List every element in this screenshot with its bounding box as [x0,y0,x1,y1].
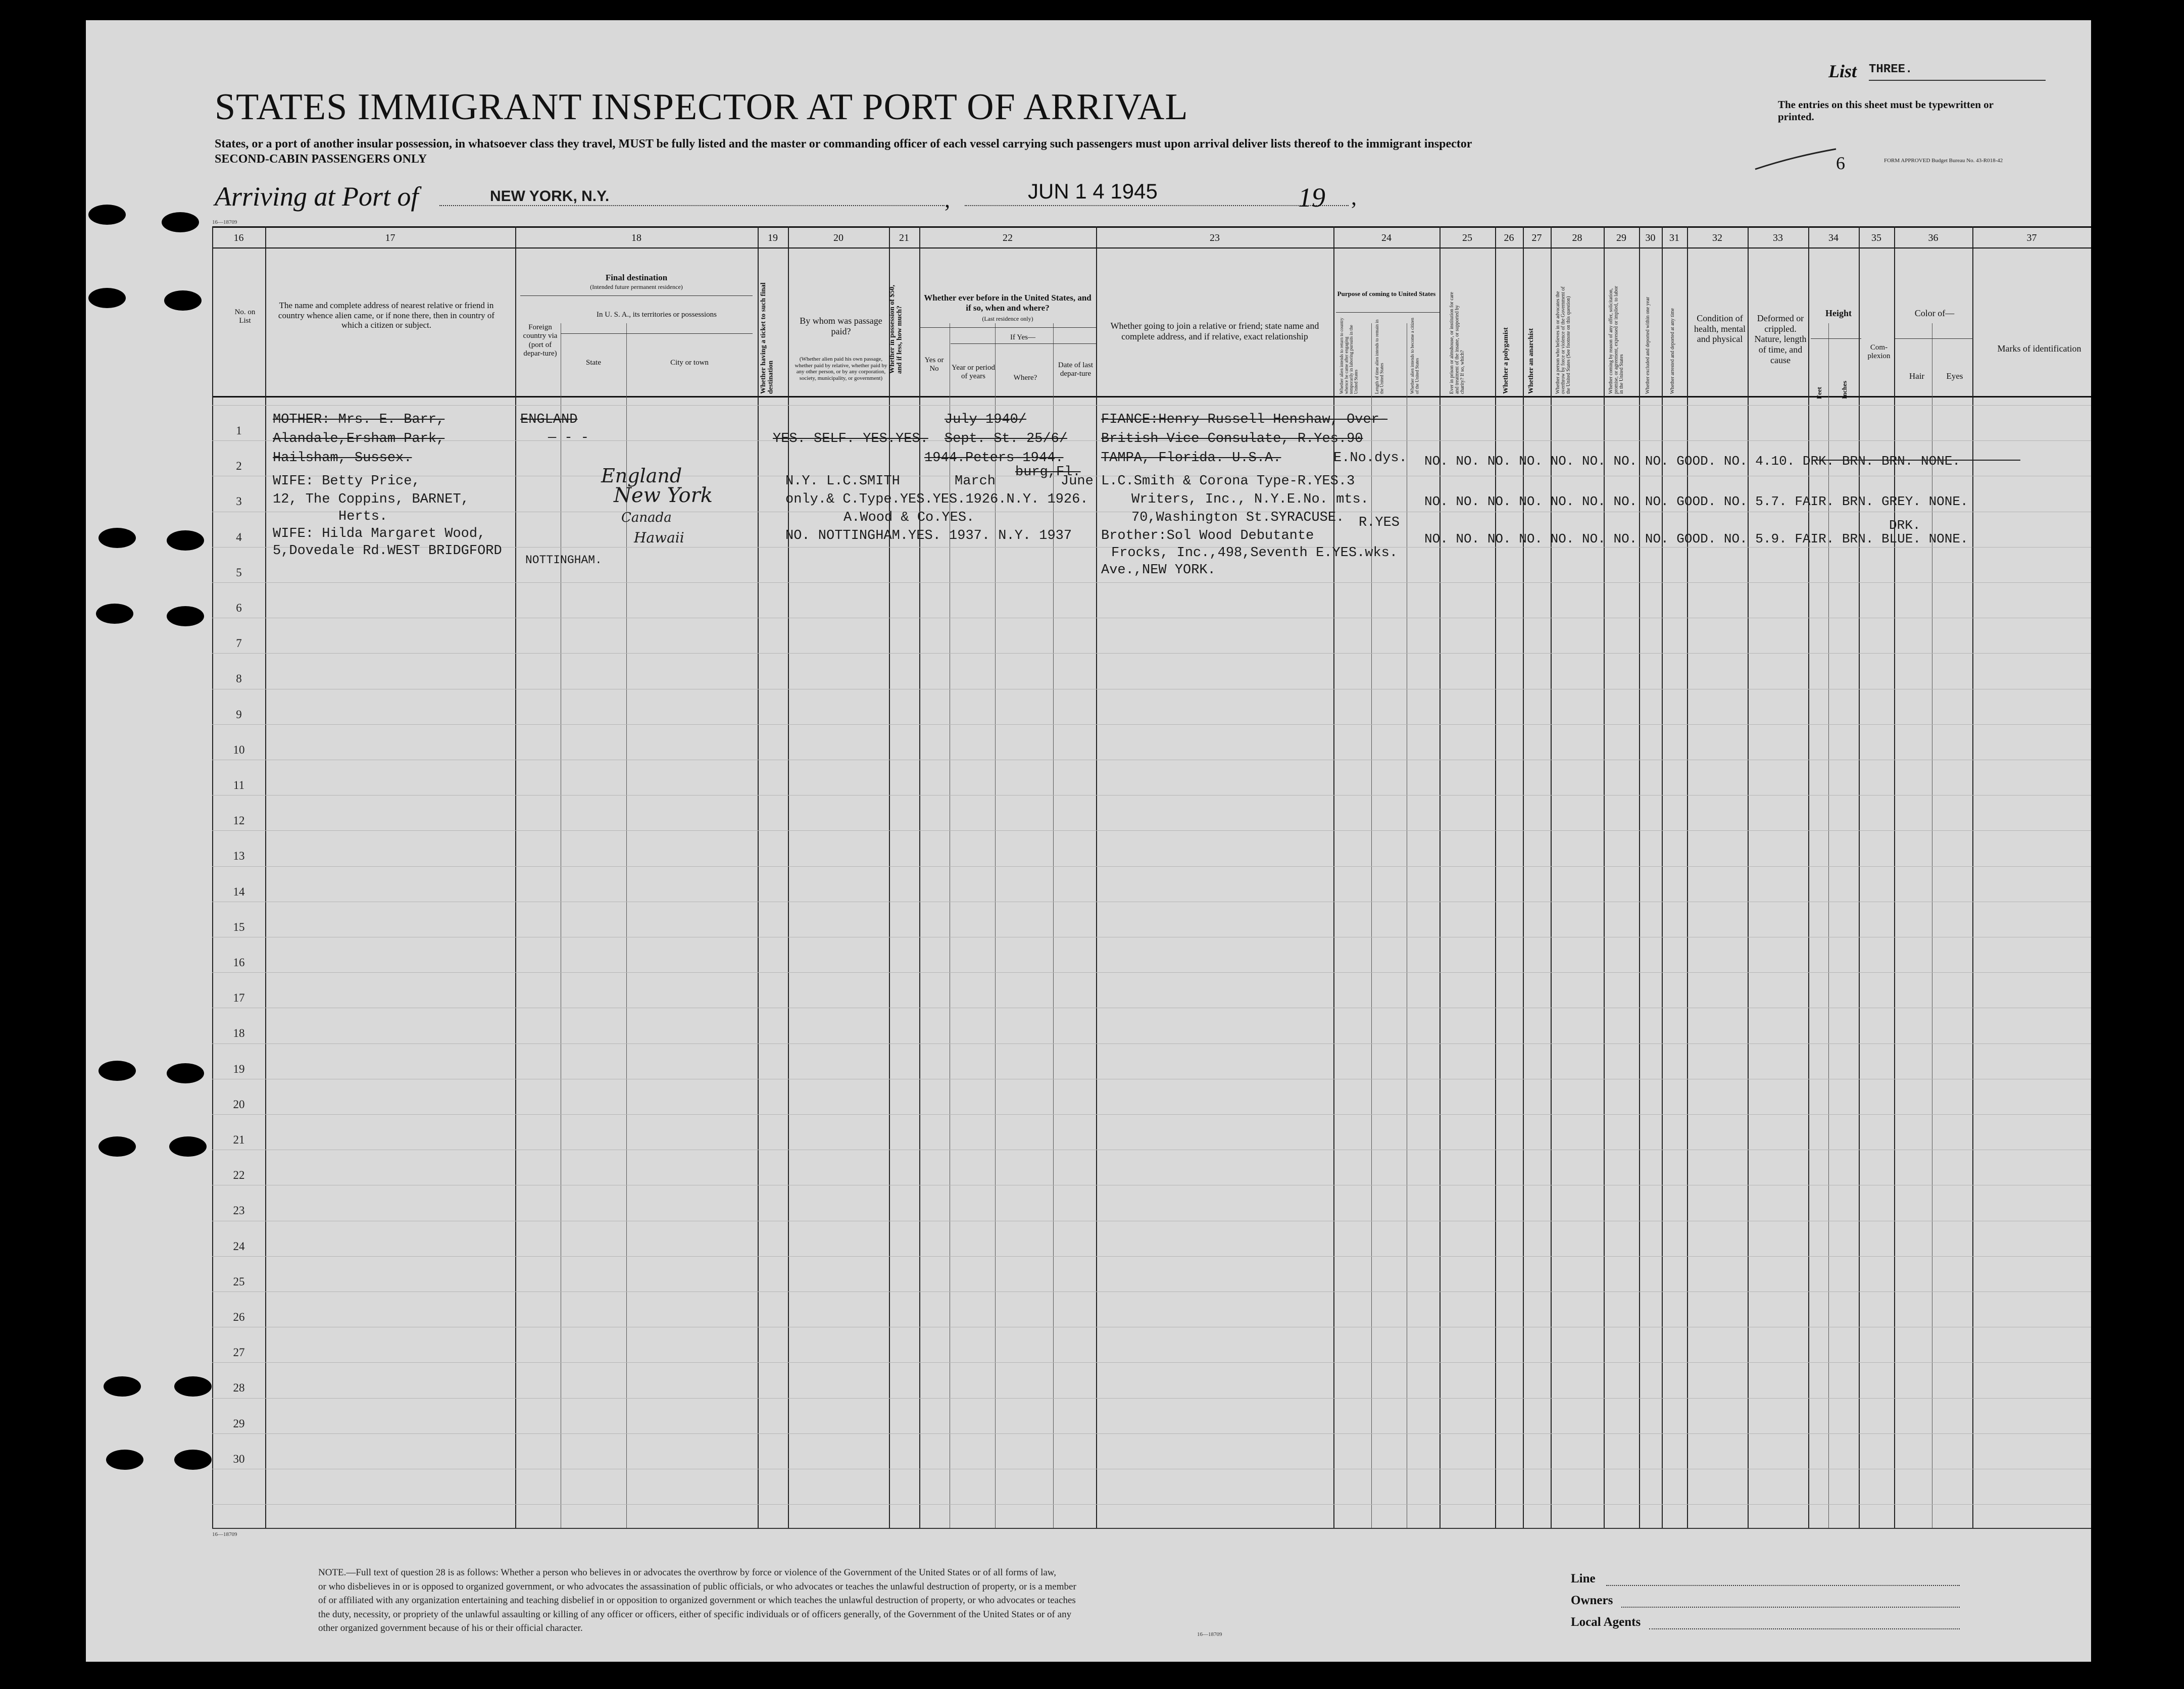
header-col18-state: State [586,359,601,367]
col22-divider [919,327,1096,328]
row-line [212,1291,2091,1292]
list-underline [1869,80,2046,81]
header-col37: Marks of identification [1997,343,2081,354]
footnote-line5: other organized government because of his or their official character. [318,1623,583,1634]
arriving-label: Arriving at Port of [215,181,419,212]
date-line [965,205,1349,206]
punch-hole-icon [167,530,204,551]
row-number: 29 [233,1417,245,1430]
cabin-class: SECOND-CABIN PASSENGERS ONLY [215,153,427,166]
struck-relative-line1: MOTHER: Mrs. E. Barr, [273,412,445,427]
sheet-number: 6 [1836,153,1845,173]
column-divider [889,226,890,1528]
header-col22-title: Whether ever before in the United States, and if so, when and where? [924,293,1091,313]
comma: , [945,187,950,212]
list-label: List [1828,61,1857,81]
row3-relative-line3: NOTTINGHAM. [525,554,602,567]
column-divider [212,226,213,1528]
struck-destination-dashes: — - - [548,430,589,445]
row-number: 4 [236,530,242,543]
row3-answers: NO. NO. NO. NO. NO. NO. NO. NO. GOOD. NO. 5.9. FAIR. BRN. BLUE. NONE. [1424,531,1968,547]
row-number: 2 [236,460,242,473]
col34-divider [1811,338,1861,339]
row3-drk: DRK. [1889,518,1921,533]
struck-previous-1: July 1940/ [945,412,1027,427]
punch-hole-icon [174,1376,212,1397]
header-col22-where: Where? [1013,374,1037,382]
row-line [212,653,2091,654]
header-col18-title: Final destination [605,273,668,282]
footnote-line1: NOTE.—Full text of question 28 is as follows: Whether a person who believes in or advocates the overthrow by force or violence of the Government of the United States or of all forms of law, [318,1567,1057,1578]
column-number: 32 [1712,232,1722,243]
punch-hole-icon [88,205,126,225]
punch-hole-icon [98,1136,136,1157]
column-divider [1808,226,1809,1528]
row2-march: March [955,474,996,489]
row-number: 14 [233,885,245,898]
form-code-top: 16—18709 [212,219,237,225]
column-divider [1523,226,1524,1528]
header-bottom-border [212,396,2091,398]
header-col22-period: Year or period of years [952,364,995,381]
column-divider [1096,226,1097,1528]
local-agents-label: Local Agents [1571,1615,1641,1629]
form-code-footer: 16—18709 [1197,1631,1222,1637]
column-number: 18 [631,232,641,243]
pen-mark-icon [1753,146,1839,172]
row3-relative-line2: 5,Dovedale Rd.WEST BRIDGFORD [273,543,502,559]
row-number: 12 [233,814,245,827]
colnum-border [212,247,2091,249]
row-line [212,866,2091,867]
row-number: 5 [236,566,242,579]
row3-relative-line1: WIFE: Hilda Margaret Wood, [273,526,486,541]
header-col35: Com-plexion [1867,343,1891,361]
header-col24-title: Purpose of coming to United States [1337,290,1436,297]
port-value: NEW YORK, N.Y. [490,188,610,205]
column-divider [1495,226,1496,1528]
row-number: 25 [233,1275,245,1288]
row-number: 30 [233,1452,245,1465]
row-number: 18 [233,1027,245,1040]
column-number: 27 [1531,232,1542,243]
column-number: 33 [1773,232,1783,243]
punch-hole-icon [169,1136,207,1157]
row-line [212,1398,2091,1399]
column-number: 31 [1669,232,1679,243]
header-col29: Whether coming by reason of any offer, solicitation, promise, or agreement, expressed or implied, to labor in the United States [1608,286,1624,394]
handwritten-dest-1: England [601,465,682,487]
header-col20-title: By whom was passage paid? [800,316,882,336]
row-line [212,1114,2091,1115]
col18-sub-divider [561,333,753,334]
line-field [1606,1585,1960,1586]
header-col20-sub: (Whether alien paid his own passage, whether paid by relative, whether paid by any other person, or by any corporation, society, municipality, or government) [795,356,887,381]
list-value: THREE. [1869,63,1913,76]
column-divider [1639,226,1640,1528]
col36-divider [1895,338,1973,339]
struck-relative-line2: Alandale,Ersham Park, [273,431,445,446]
handwritten-dest-4: Hawaii [634,529,684,546]
column-number: 35 [1871,232,1881,243]
column-number: 26 [1504,232,1514,243]
row-number: 13 [233,850,245,863]
column-number: 34 [1828,232,1839,243]
header-col30: Whether excluded and deported within one year [1645,296,1651,394]
footnote-line4: the duty, necessity, or propriety of the unlawful assaulting or killing of any officer or officers, either of specific individuals or of officers generally, of the Government of the United States or of any [318,1609,1072,1620]
punch-hole-icon [88,288,126,308]
struck-join-line2: British Vice Consulate, R.Yes.90 [1101,431,1363,446]
struck-previous-2: Sept. St. 25/6/ [945,431,1068,446]
row-number: 26 [233,1311,245,1323]
struck-previous-3: 1944.Peters-1944. [924,451,1064,466]
form-approved: FORM APPROVED Budget Bureau No. 43-R018-42 [1884,158,2003,164]
row2-destination: N.Y. L.C.SMITH [785,474,900,489]
handwritten-dest-3: Canada [621,510,672,525]
row-line [212,1504,2091,1505]
column-number: 16 [233,232,244,243]
header-col27: Whether an anarchist [1527,328,1535,394]
row-line [212,724,2091,725]
struck-previous-4: burg,Fl. [1015,465,1081,480]
struck-join-line3: TAMPA, Florida. U.S.A. [1101,451,1281,466]
header-col17: The name and complete address of nearest relative or friend in country whence alien came, or if none there, then in country of which a citizen or subject. [278,301,495,330]
header-col19: Whether having a ticket to such final destination [760,282,775,394]
column-divider [1972,226,1973,1528]
header-col26: Whether a polygamist [1502,327,1510,394]
row2-passage: only.& C.Type.YES.YES.1926.N.Y. 1926. [785,492,1088,507]
header-col34-inches: Inches [1841,380,1848,399]
row-number: 9 [236,708,242,721]
column-number: 23 [1210,232,1220,243]
column-divider [1748,226,1749,1528]
row-line [212,972,2091,973]
row-number: 27 [233,1346,245,1359]
column-number: 25 [1462,232,1472,243]
row3-join-line0: 70,Washington St.SYRACUSE. [1131,510,1345,525]
punch-hole-icon [106,1450,143,1470]
header-col24-b: Length of time alien intends to remain in the United States [1374,319,1384,394]
column-divider [1604,226,1605,1528]
table-bottom-border [212,1528,2091,1529]
header-col24-a: Whether alien intends to return to country whence he came after engaging temporarily in laboring pursuits in the United States [1339,318,1359,394]
owners-field [1621,1607,1960,1608]
header-col34-feet: Feet [1815,387,1823,399]
row-number: 22 [233,1169,245,1182]
row2-answers: NO. NO. NO. NO. NO. NO. NO. NO. GOOD. NO. 5.7. FAIR. BRN. GREY. NONE. [1424,494,1968,509]
header-col22-yesno: Yes or No [924,356,944,373]
header-col36-eyes: Eyes [1946,371,1963,381]
header-col28: Whether a person who believes in or advocates the overthrow by force or violence of the Government of the United States (See footnote on this question) [1555,286,1571,394]
row-line [212,1256,2091,1257]
page-subtitle: States, or a port of another insular possession, in whatsoever class they travel, MUST be fully listed and the master or commanding officer of each vessel carrying such passengers must upon arrival deliver lists thereof to the immigrant inspector [215,137,1472,151]
col18-divider [520,295,753,296]
row-number: 1 [236,424,242,437]
punch-hole-icon [162,212,199,232]
row2-june: June [1061,474,1094,489]
row3-passage-top: A.Wood & Co.YES. [843,510,975,525]
struck-destination: ENGLAND [520,412,578,427]
column-number: 30 [1645,232,1656,243]
manifest-sheet [86,20,2091,1662]
column-number: 21 [899,232,909,243]
struck-relative-line3: Hailsham, Sussex. [273,451,412,466]
column-number: 29 [1616,232,1626,243]
header-col24-c: Whether alien intends to become a citizen of the United States [1410,318,1420,394]
row-number: 10 [233,743,245,756]
column-divider [1687,226,1688,1528]
row3-join-line1: Brother:Sol Wood Debutante [1101,528,1314,543]
header-col18-sub: (Intended future permanent residence) [590,283,683,290]
header-col36-hair: Hair [1909,371,1925,381]
header-col32: Condition of health, mental and physical [1694,313,1746,344]
punch-hole-icon [98,1061,136,1081]
column-divider [919,226,920,1528]
header-col22-sub: (Last residence only) [982,315,1033,322]
row2-join-line1: L.C.Smith & Corona Type-R.YES.3 [1101,474,1355,489]
column-number: 36 [1928,232,1939,243]
row-number: 23 [233,1204,245,1217]
column-divider [265,226,266,1528]
punch-hole-icon [174,1450,212,1470]
column-divider [788,226,789,1528]
typewritten-note: The entries on this sheet must be typewritten or printed. [1778,98,1994,123]
row-number: 7 [236,637,242,650]
row-line [212,795,2091,796]
column-number: 22 [1003,232,1013,243]
column-divider [1859,226,1860,1528]
page-title: STATES IMMIGRANT INSPECTOR AT PORT OF ARRIVAL [215,86,1188,128]
column-number: 37 [2026,232,2037,243]
footnote [318,1566,1404,1635]
header-col23: Whether going to join a relative or friend; state name and complete address, and if relative, exact relationship [1110,321,1319,341]
header-col25: Ever in prison or almshouse, or institution for care and treatment of the insane, or supported by charity? If so, which? [1449,292,1465,394]
header-col18-foreign: Foreign country via (port of depar-ture) [523,323,558,358]
struck-purpose: E.No.dys. [1333,451,1407,466]
column-divider [1662,226,1663,1528]
column-divider [1440,226,1441,1528]
row1-answers: NO. NO. NO. NO. NO. NO. NO. NO. GOOD. NO. 4.10. DRK. BRN. BRN. NONE. [1424,454,1960,469]
column-divider [758,226,759,1528]
row-number: 3 [236,495,242,508]
comma2: , [1351,185,1357,210]
form-code-bottom: 16—18709 [212,1531,237,1537]
row3-join-line3: Ave.,NEW YORK. [1101,563,1216,578]
row-number: 11 [233,779,245,791]
row3-yes: R.YES [1359,515,1400,530]
row-line [212,830,2091,831]
header-no-on-list: No. on List [234,308,256,325]
header-col33: Deformed or crippled. Nature, length of time, and cause [1754,313,1807,365]
punch-hole-icon [98,528,136,548]
punch-hole-icon [96,604,133,624]
col22-sub-divider [951,343,1096,344]
row-number: 8 [236,672,242,685]
punch-hole-icon [104,1376,141,1397]
struck-passage-paid: YES. SELF. YES.YES. [773,431,928,446]
table-top-border [212,226,2091,228]
row3-join-line2: Frocks, Inc.,498,Seventh E.YES.wks. [1111,545,1398,561]
column-number: 24 [1381,232,1392,243]
header-col34: Height [1825,308,1852,318]
row-number: 15 [233,920,245,933]
row-number: 17 [233,991,245,1005]
row-number: 19 [233,1062,245,1075]
arrival-date: JUN 1 4 1945 [1028,179,1158,203]
header-col18-city: City or town [670,359,709,367]
owners-label: Owners [1571,1594,1613,1607]
row2-relative-line1: WIFE: Betty Price, [273,474,420,489]
row-number: 24 [233,1239,245,1253]
header-col22-date: Date of last depar-ture [1058,361,1094,378]
local-agents-field [1649,1628,1960,1629]
column-number: 28 [1572,232,1582,243]
column-number: 20 [833,232,843,243]
column-number: 19 [768,232,778,243]
row2-relative-line3: Herts. [338,509,388,524]
header-col31: Whether arrested and deported at any time [1670,308,1675,394]
col24-divider [1336,312,1440,313]
punch-hole-icon [164,290,202,311]
row-line [212,1433,2091,1434]
handwritten-dest-2: New York [614,484,713,507]
row-line [212,582,2091,583]
row-number: 28 [233,1381,245,1395]
header-col36: Color of— [1914,308,1955,318]
punch-hole-icon [167,1063,204,1083]
row1-strike-line [1813,460,2020,461]
column-divider [515,226,516,1528]
column-divider [1894,226,1895,1528]
row-line [212,1362,2091,1363]
row2-relative-line2: 12, The Coppins, BARNET, [273,492,469,507]
line-label: Line [1571,1572,1596,1585]
column-number: 17 [385,232,395,243]
header-col22-ifyes: If Yes— [1010,333,1035,341]
row-number: 21 [233,1133,245,1146]
header-col18-usa: In U. S. A., its territories or possessions [597,311,717,319]
punch-hole-icon [167,606,204,626]
row-line [212,405,2091,406]
port-line [439,205,945,206]
row-number: 6 [236,602,242,614]
column-divider [1551,226,1552,1528]
row-number: 20 [233,1098,245,1111]
year-prefix: 19 [1298,182,1325,213]
row3-destination: NO. NOTTINGHAM.YES. 1937. N.Y. 1937 [785,528,1072,543]
header-col21: Whether in possession of $50, and if less, how much? [888,285,904,374]
row-number: 16 [233,956,245,969]
footnote-line3: of or affiliated with any organization entertaining and teaching disbelief in or opposition to organized government or which teaches the unlawful destruction of property, or who advocates or teaches [318,1595,1076,1606]
footnote-line2: or who disbelieves in or is opposed to organized government, or who advocates the assassination of public officials, or who advocates or teaches the unlawful destruction of property, or is a member [318,1581,1076,1592]
sub-column-divider [1371,323,1372,1528]
row2-join-line2: Writers, Inc., N.Y.E.No. mts. [1131,492,1369,507]
struck-join-line1: FIANCE:Henry Russell Henshaw, Over- [1101,412,1388,427]
